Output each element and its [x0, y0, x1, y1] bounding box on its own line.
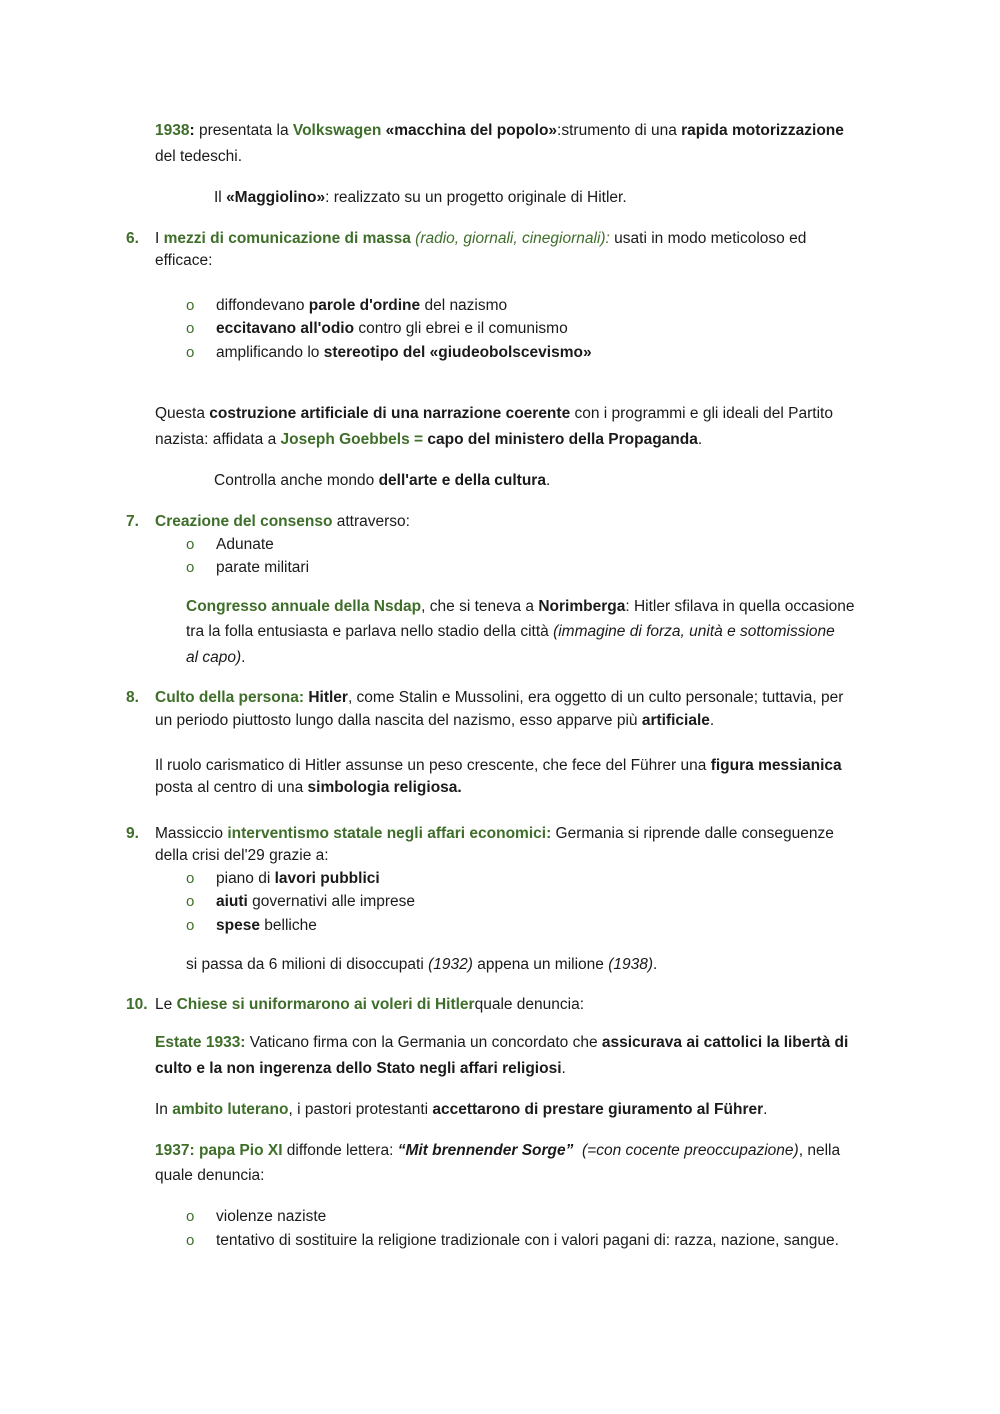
congresso-line-2: tra la folla entusiasta e parlava nello stadio della città (immagine di forza, unità e sottomissione — [186, 623, 835, 640]
section-9-summary: si passa da 6 milioni di disoccupati (1932) appena un milione (1938). — [186, 956, 658, 973]
section-10-number: 10. — [126, 996, 148, 1013]
section-6-bullet-1: diffondevano parole d'ordine del nazismo — [216, 297, 508, 314]
bullet-icon: o — [186, 1232, 195, 1249]
section-7-bullet-1: Adunate — [216, 536, 274, 553]
intro-line-2: del tedeschi. — [155, 148, 243, 165]
section-7-line-1: Creazione del consenso attraverso: — [155, 513, 410, 530]
bullet-icon: o — [186, 536, 195, 553]
goebbels-line-2: nazista: affidata a Joseph Goebbels = capo del ministero della Propaganda. — [155, 431, 703, 448]
section-10-line-1: Le Chiese si uniformarono ai voleri di Hitlerquale denuncia: — [155, 996, 585, 1013]
section-9-bullet-2: aiuti governativi alle imprese — [216, 893, 416, 910]
section-6-line-1: I mezzi di comunicazione di massa (radio, giornali, cinegiornali): usati in modo meticoloso ed — [155, 230, 807, 247]
volkswagen: Volkswagen — [292, 122, 382, 139]
bullet-icon: o — [186, 297, 195, 314]
pio-xi-line-1: 1937: papa Pio XI diffonde lettera: “Mit brennender Sorge” (=con cocente preoccupazione), nella — [155, 1142, 841, 1159]
section-10-bullet-1: violenze naziste — [216, 1208, 327, 1225]
section-6-bullet-2: eccitavano all'odio contro gli ebrei e il comunismo — [216, 320, 568, 337]
section-9-line-2: della crisi del'29 grazie a: — [155, 847, 329, 864]
bullet-icon: o — [186, 1208, 195, 1225]
intro-line-1: 1938: presentata la Volkswagen «macchina del popolo»:strumento di una rapida motorizzazione — [155, 122, 844, 139]
goebbels-line-1: Questa costruzione artificiale di una narrazione coerente con i programmi e gli ideali del Partito — [155, 405, 833, 422]
section-6-line-2: efficace: — [155, 252, 213, 269]
section-10-bullet-2: tentativo di sostituire la religione tradizionale con i valori pagani di: razza, nazione, sangue. — [216, 1232, 839, 1249]
culture-line: Controlla anche mondo dell'arte e della cultura. — [214, 472, 551, 489]
section-6-bullet-3: amplificando lo stereotipo del «giudeobolscevismo» — [216, 344, 592, 361]
section-7-bullet-2: parate militari — [216, 559, 310, 576]
section-8-line-4: posta al centro di una simbologia religiosa. — [155, 779, 462, 796]
section-8-line-3: Il ruolo carismatico di Hitler assunse un peso crescente, che fece del Führer una figura messianica — [155, 757, 842, 774]
section-9-number: 9. — [126, 825, 139, 842]
section-8-number: 8. — [126, 689, 139, 706]
luterano-line: In ambito luterano, i pastori protestanti accettarono di prestare giuramento al Führer. — [155, 1101, 768, 1118]
congresso-line-1: Congresso annuale della Nsdap, che si teneva a Norimberga: Hitler sfilava in quella occasione — [186, 598, 855, 615]
section-8-line-2: un periodo piuttosto lungo dalla nascita del nazismo, esso apparve più artificiale. — [155, 712, 715, 729]
bullet-icon: o — [186, 917, 195, 934]
bullet-icon: o — [186, 559, 195, 576]
estate-1933-line-1: Estate 1933: Vaticano firma con la Germania un concordato che assicurava ai cattolici la libertà di — [155, 1034, 849, 1051]
bullet-icon: o — [186, 344, 195, 361]
estate-1933-line-2: culto e la non ingerenza dello Stato negli affari religiosi. — [155, 1060, 566, 1077]
section-6-number: 6. — [126, 230, 139, 247]
section-9-line-1: Massiccio interventismo statale negli affari economici: Germania si riprende dalle conseguenze — [155, 825, 834, 842]
pio-xi-line-2: quale denuncia: — [155, 1167, 265, 1184]
section-8-line-1: Culto della persona: Hitler, come Stalin e Mussolini, era oggetto di un culto personale; tuttavia, per — [155, 689, 844, 706]
bullet-icon: o — [186, 870, 195, 887]
year-1938: 1938 — [155, 122, 190, 139]
congresso-line-3: al capo). — [186, 649, 246, 666]
maggiolino-line: Il «Maggiolino»: realizzato su un progetto originale di Hitler. — [214, 189, 627, 206]
section-7-number: 7. — [126, 513, 139, 530]
bullet-icon: o — [186, 893, 195, 910]
bullet-icon: o — [186, 320, 195, 337]
section-9-bullet-3: spese belliche — [216, 917, 317, 934]
section-9-bullet-1: piano di lavori pubblici — [216, 870, 380, 887]
